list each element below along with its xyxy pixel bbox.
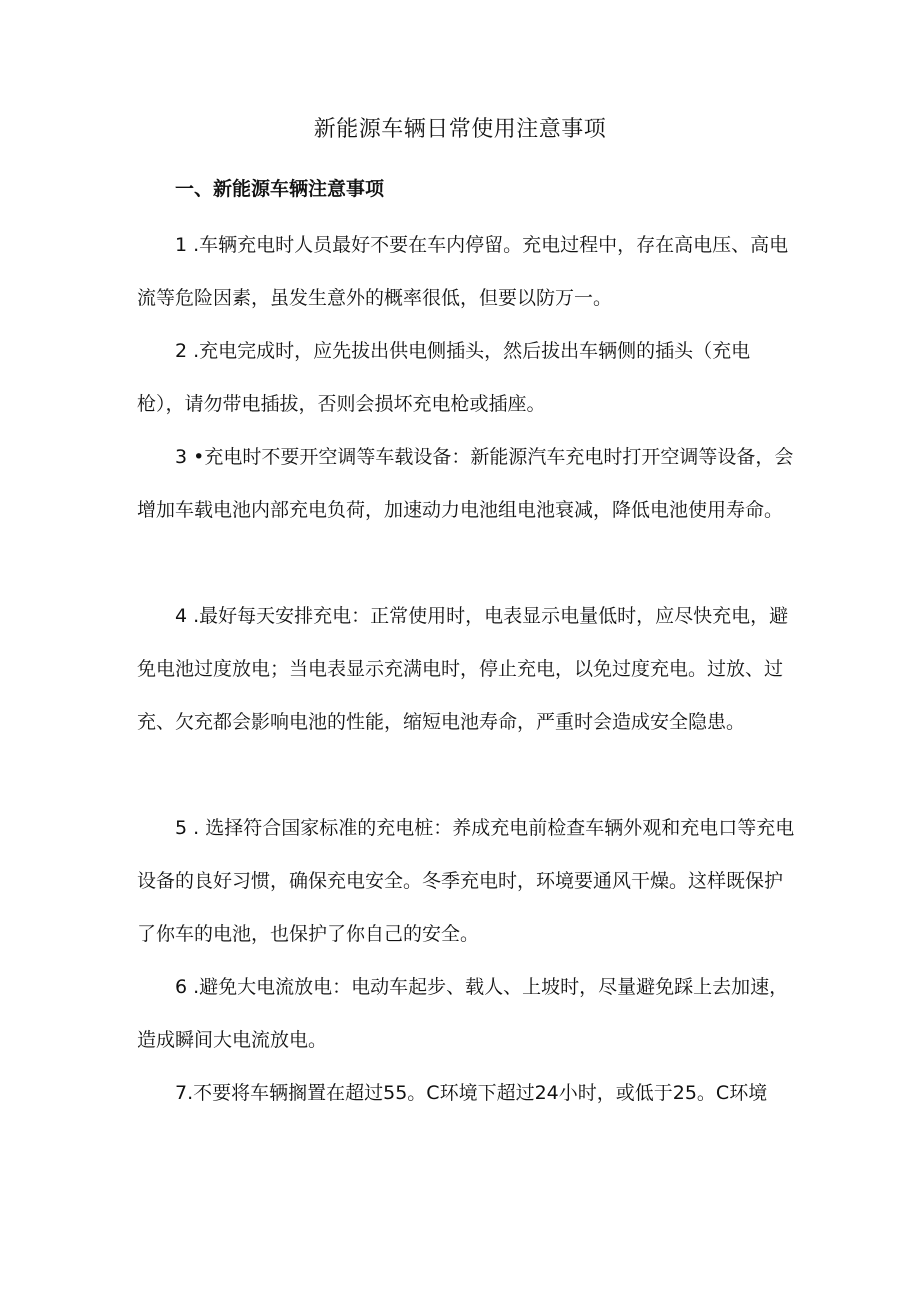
- document-title: 新能源车辆日常使用注意事项: [313, 117, 607, 142]
- paragraph-6: 6 .避免大电流放电：电动车起步、载人、上坡时，尽量避免踩上去加速，造成瞬间大电流放电。: [137, 976, 789, 1051]
- section-heading: 一、新能源车辆注意事项: [175, 178, 385, 200]
- paragraph-1: 1 .车辆充电时人员最好不要在车内停留。充电过程中，存在高电压、高电流等危险因素，虽发生意外的概率很低，但要以防万一。: [137, 234, 789, 309]
- paragraph-4: 4 .最好每天安排充电：正常使用时，电表显示电量低时，应尽快充电，避免电池过度放电；当电表显示充满电时，停止充电，以免过度充电。过放、过充、欠充都会影响电池的性能，缩短电池寿命，严重时会造成安全隐患。: [137, 605, 789, 733]
- paragraph-2: 2 .充电完成时，应先拔出供电侧插头，然后拔出车辆侧的插头（充电枪），请勿带电插拔，否则会损坏充电枪或插座。: [137, 340, 751, 415]
- paragraph-7: 7.不要将车辆搁置在超过55。C环境下超过24小时，或低于25。C环境: [175, 1082, 768, 1104]
- paragraph-5: 5 . 选择符合国家标准的充电桩：养成充电前检查车辆外观和充电口等充电设备的良好习惯，确保充电安全。冬季充电时，环境要通风干燥。这样既保护了你车的电池，也保护了你自己的安全。: [137, 817, 795, 945]
- paragraph-3: 3 •充电时不要开空调等车载设备：新能源汽车充电时打开空调等设备，会增加车载电池内部充电负荷，加速动力电池组电池衰减，降低电池使用寿命。: [137, 446, 794, 521]
